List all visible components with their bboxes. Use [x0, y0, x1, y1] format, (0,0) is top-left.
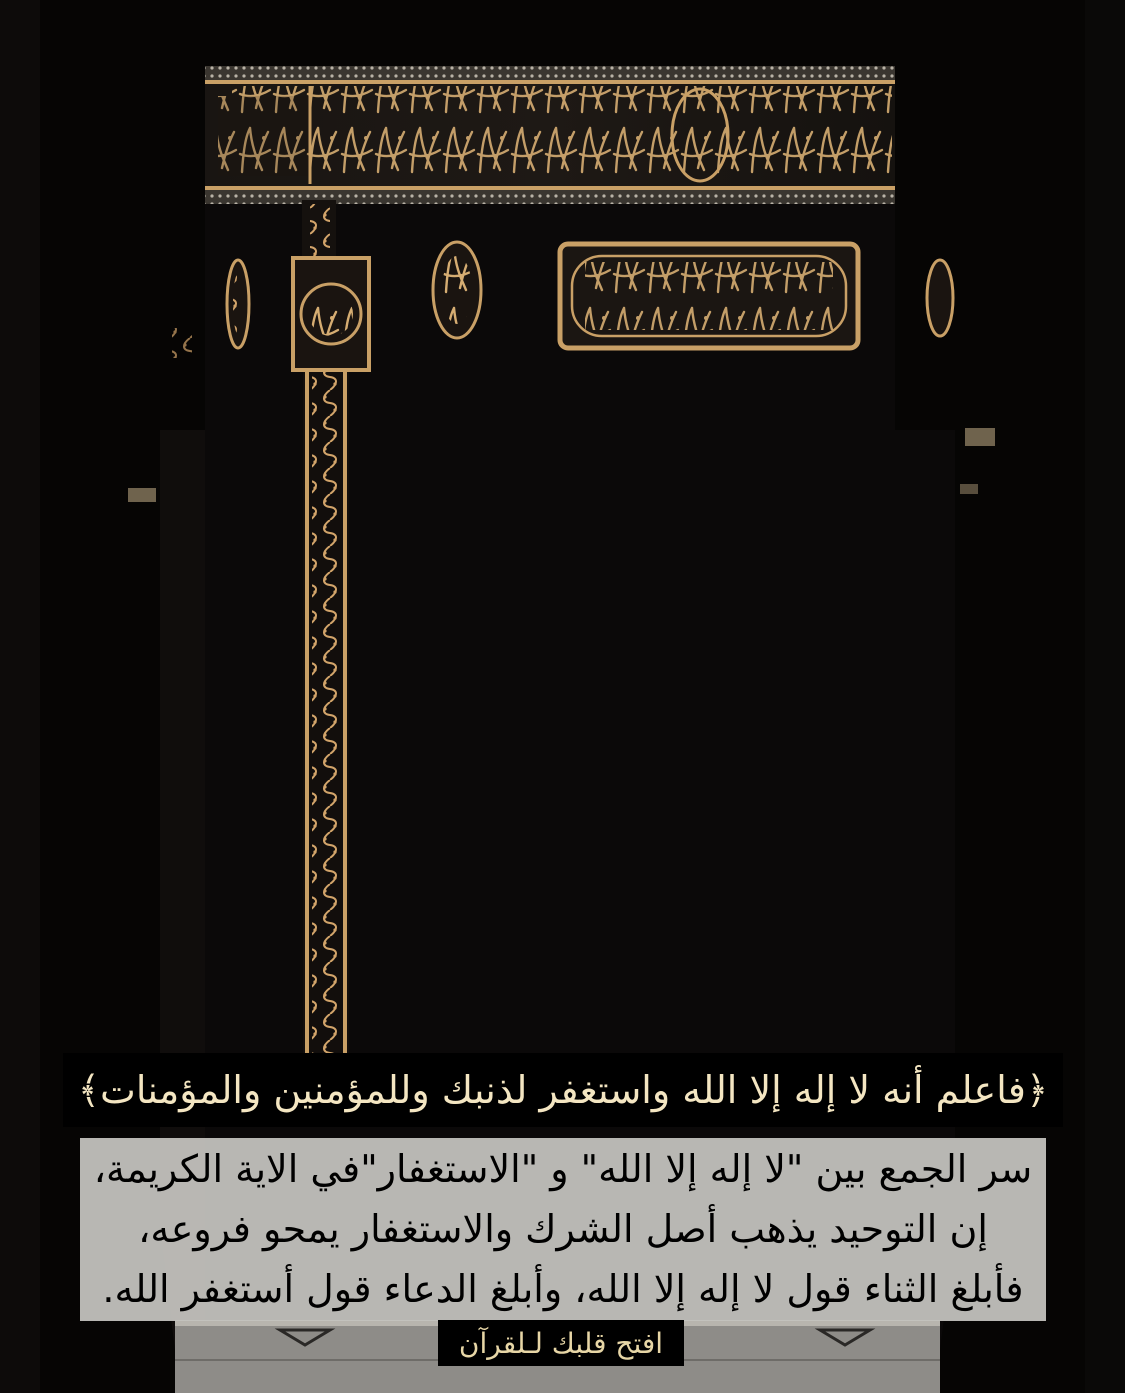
- commentary-box: [80, 1138, 1046, 1321]
- signature-label: [438, 1320, 684, 1366]
- commentary-line: سر الجمع بين "لا إله إلا الله" و "الاستغفار"في الاية الكريمة،: [93, 1147, 1033, 1191]
- calligraphy-band: [205, 66, 895, 204]
- signature-text: افتح قلبك لـلقرآن: [458, 1326, 664, 1360]
- verse-text: ﴿فاعلم أنه لا إله إلا الله واستغفر لذنبك وللمؤمنين والمؤمنات﴾: [77, 1068, 1049, 1112]
- commentary-line: فأبلغ الثناء قول لا إله إلا الله، وأبلغ الدعاء قول أستغفر الله.: [102, 1267, 1024, 1311]
- quran-verse-banner: [63, 1053, 1063, 1127]
- commentary-line: إن التوحيد يذهب أصل الشرك والاستغفار يمحو فروعه،: [138, 1207, 988, 1251]
- inscription-cartouche: [560, 244, 858, 348]
